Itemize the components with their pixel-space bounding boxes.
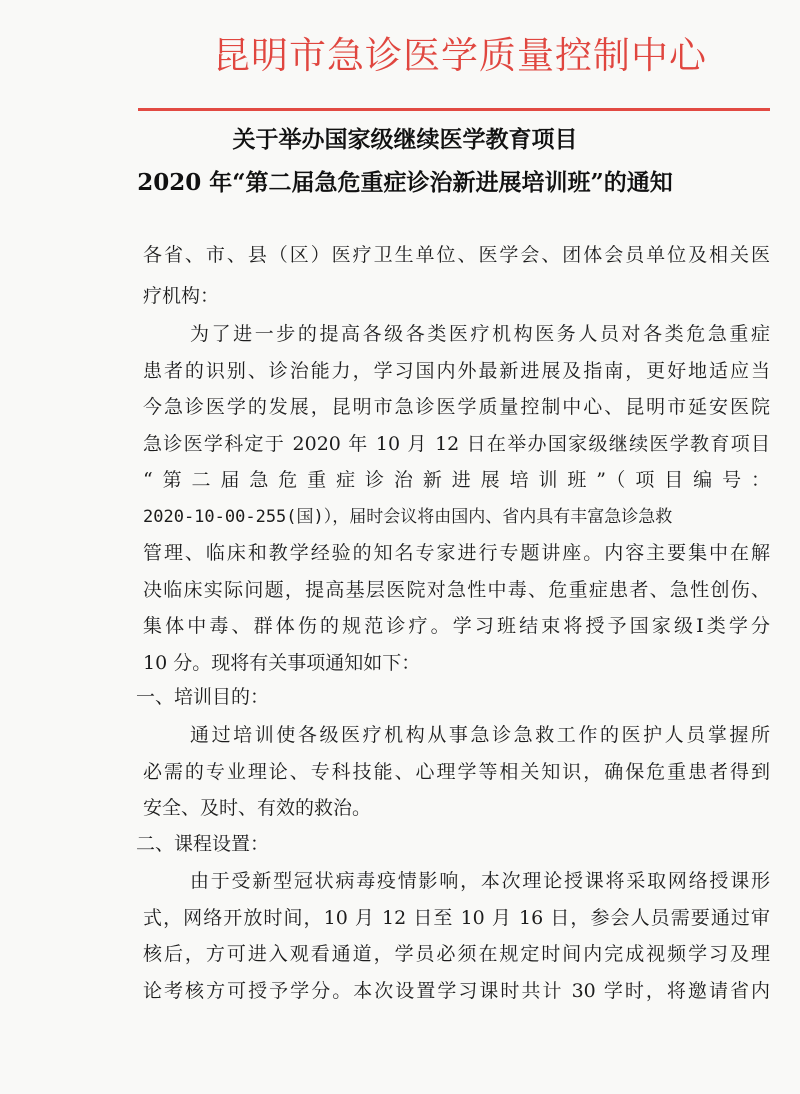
intro-line-9: 集体中毒、群体伤的规范诊疗。学习班结束将授予国家级Ⅰ类学分 (143, 615, 770, 637)
section-2-line-3: 核后，方可进入观看通道，学员必须在规定时间内完成视频学习及理 (143, 943, 770, 965)
intro-line-5: “第二届急危重症诊治新进展培训班”（项目编号： (143, 469, 770, 491)
notice-title-line-2: 2020 年“第二届急危重症诊治新进展培训班”的通知 (137, 169, 673, 196)
section-2-line-4: 论考核方可授予学分。本次设置学习课时共计 30 学时，将邀请省内 (143, 980, 770, 1002)
section-1-line-2: 必需的专业理论、专科技能、心理学等相关知识，确保危重患者得到 (143, 761, 770, 783)
intro-line-6: 2020-10-00-255(国)），届时会议将由国内、省内具有丰富急诊急救 (143, 507, 673, 527)
section-1-heading: 一、培训目的： (136, 686, 270, 708)
section-2-heading: 二、课程设置： (136, 833, 270, 855)
intro-line-10: 10 分。现将有关事项通知如下： (143, 652, 421, 674)
intro-line-4: 急诊医学科定于 2020 年 10 月 12 日在举办国家级继续医学教育项目 (143, 433, 770, 455)
section-1-line-3: 安全、及时、有效的救治。 (143, 797, 372, 819)
letterhead-rule (138, 108, 770, 111)
salutation-line-2: 疗机构： (143, 285, 220, 307)
notice-title-line-1: 关于举办国家级继续医学教育项目 (232, 126, 578, 153)
intro-line-1: 为了进一步的提高各级各类医疗机构医务人员对各类危急重症 (190, 323, 770, 345)
intro-line-2: 患者的识别、诊治能力，学习国内外最新进展及指南，更好地适应当 (143, 360, 770, 382)
intro-line-8: 决临床实际问题，提高基层医院对急性中毒、危重症患者、急性创伤、 (143, 579, 770, 601)
salutation-line-1: 各省、市、县（区）医疗卫生单位、医学会、团体会员单位及相关医 (143, 244, 770, 266)
section-2-line-2: 式，网络开放时间，10 月 12 日至 10 月 16 日，参会人员需要通过审 (143, 907, 770, 929)
intro-line-3: 今急诊医学的发展，昆明市急诊医学质量控制中心、昆明市延安医院 (143, 396, 770, 418)
letterhead: 昆明市急诊医学质量控制中心 (213, 34, 707, 77)
intro-line-7: 管理、临床和教学经验的知名专家进行专题讲座。内容主要集中在解 (143, 542, 770, 564)
section-1-line-1: 通过培训使各级医疗机构从事急诊急救工作的医护人员掌握所 (190, 724, 770, 746)
section-2-line-1: 由于受新型冠状病毒疫情影响，本次理论授课将采取网络授课形 (190, 870, 770, 892)
